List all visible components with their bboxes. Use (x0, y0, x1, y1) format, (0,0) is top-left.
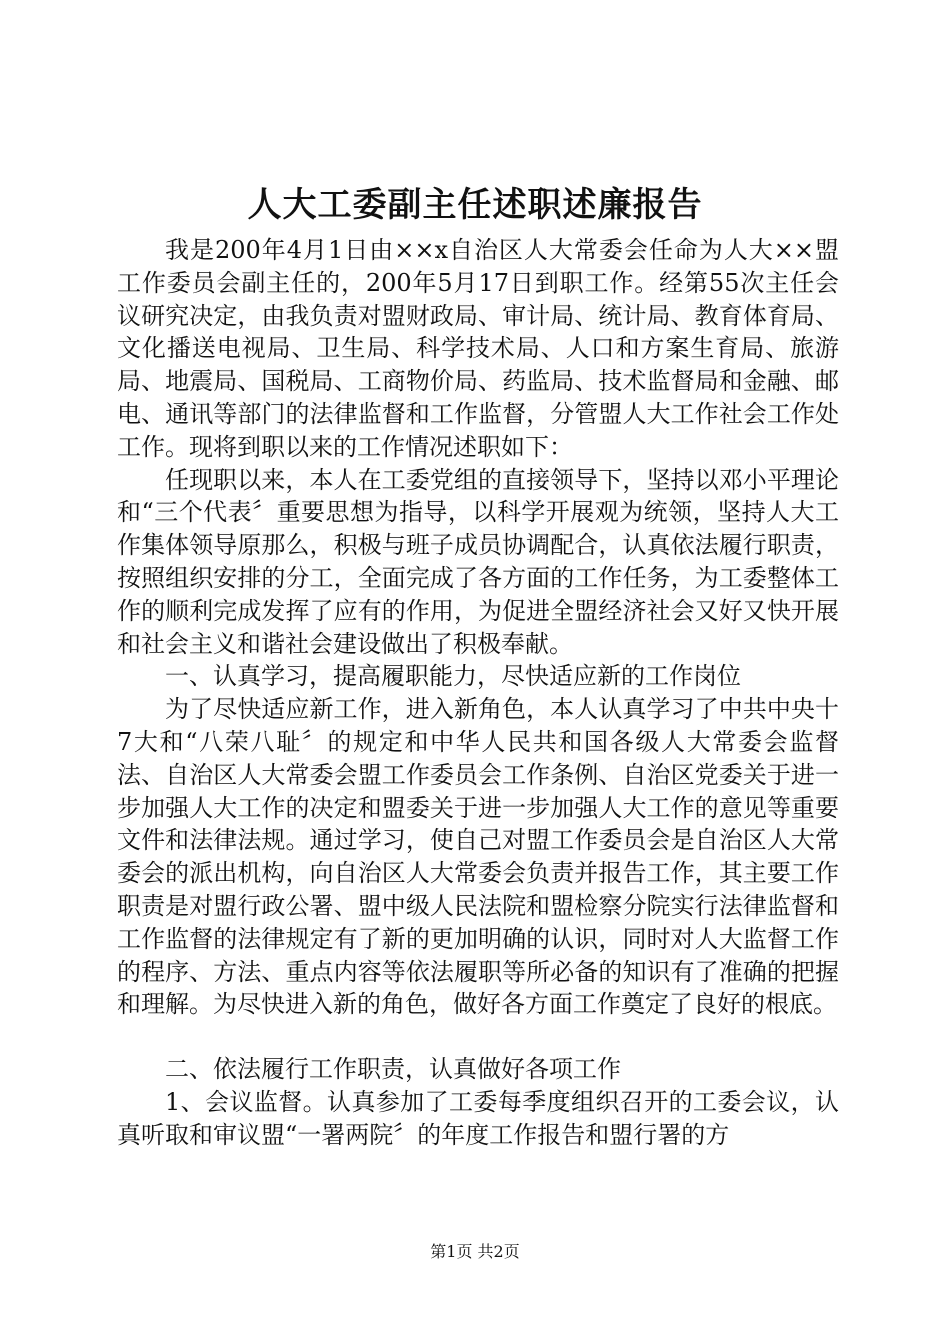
paragraph-meeting-supervision: 1、会议监督。认真参加了工委每季度组织召开的工委会议，认真听取和审议盟“一署两院〞的年度工作报告和盟行署的方 (117, 1087, 839, 1149)
section-heading-2: 二、依法履行工作职责，认真做好各项工作 (165, 1055, 621, 1084)
paragraph-intro: 我是200年4月1日由××x自治区人大常委会任命为人大××盟工作委员会副主任的，200年5月17日到职工作。经第55次主任会议研究决定，由我负责对盟财政局、审计局、统计局、教育体育局、文化播送电视局、卫生局、科学技术局、人口和方案生育局、旅游局、地震局、国税局、工商物价局、药监局、技术监督局和金融、邮电、通讯等部门的法律监督和工作监督，分管盟人大工作社会工作处工作。现将到职以来的工作情况述职如下： (117, 236, 839, 461)
paragraph-overview: 任现职以来，本人在工委党组的直接领导下，坚持以邓小平理论和“三个代表〞重要思想为指导，以科学开展观为统领，坚持人大工作集体领导原那么，积极与班子成员协调配合，认真依法履行职责，按照组织安排的分工，全面完成了各方面的工作任务，为工委整体工作的顺利完成发挥了应有的作用，为促进全盟经济社会又好又快开展和社会主义和谐社会建设做出了积极奉献。 (117, 465, 839, 658)
paragraph-study: 为了尽快适应新工作，进入新角色，本人认真学习了中共中央十7大和“八荣八耻〞的规定和中华人民共和国各级人大常委会监督法、自治区人大常委会盟工作委员会工作条例、自治区党委关于进一步加强人大工作的决定和盟委关于进一步加强人大工作的意见等重要文件和法律法规。通过学习，使自己对盟工作委员会是自治区人大常委会的派出机构，向自治区人大常委会负责并报告工作，其主要工作职责是对盟行政公署、盟中级人民法院和盟检察分院实行法律监督和工作监督的法律规定有了新的更加明确的认识，同时对人大监督工作的程序、方法、重点内容等依法履职等所必备的知识有了准确的把握和理解。为尽快进入新的角色，做好各方面工作奠定了良好的根底。 (117, 695, 839, 1019)
section-heading-1: 一、认真学习，提高履职能力，尽快适应新的工作岗位 (165, 662, 741, 691)
document-body (117, 234, 839, 1152)
document-title: 人大工委副主任述职述廉报告 (247, 185, 703, 225)
page-footer: 第1页 共2页 (430, 1242, 520, 1261)
paragraph-gap (117, 1021, 839, 1053)
